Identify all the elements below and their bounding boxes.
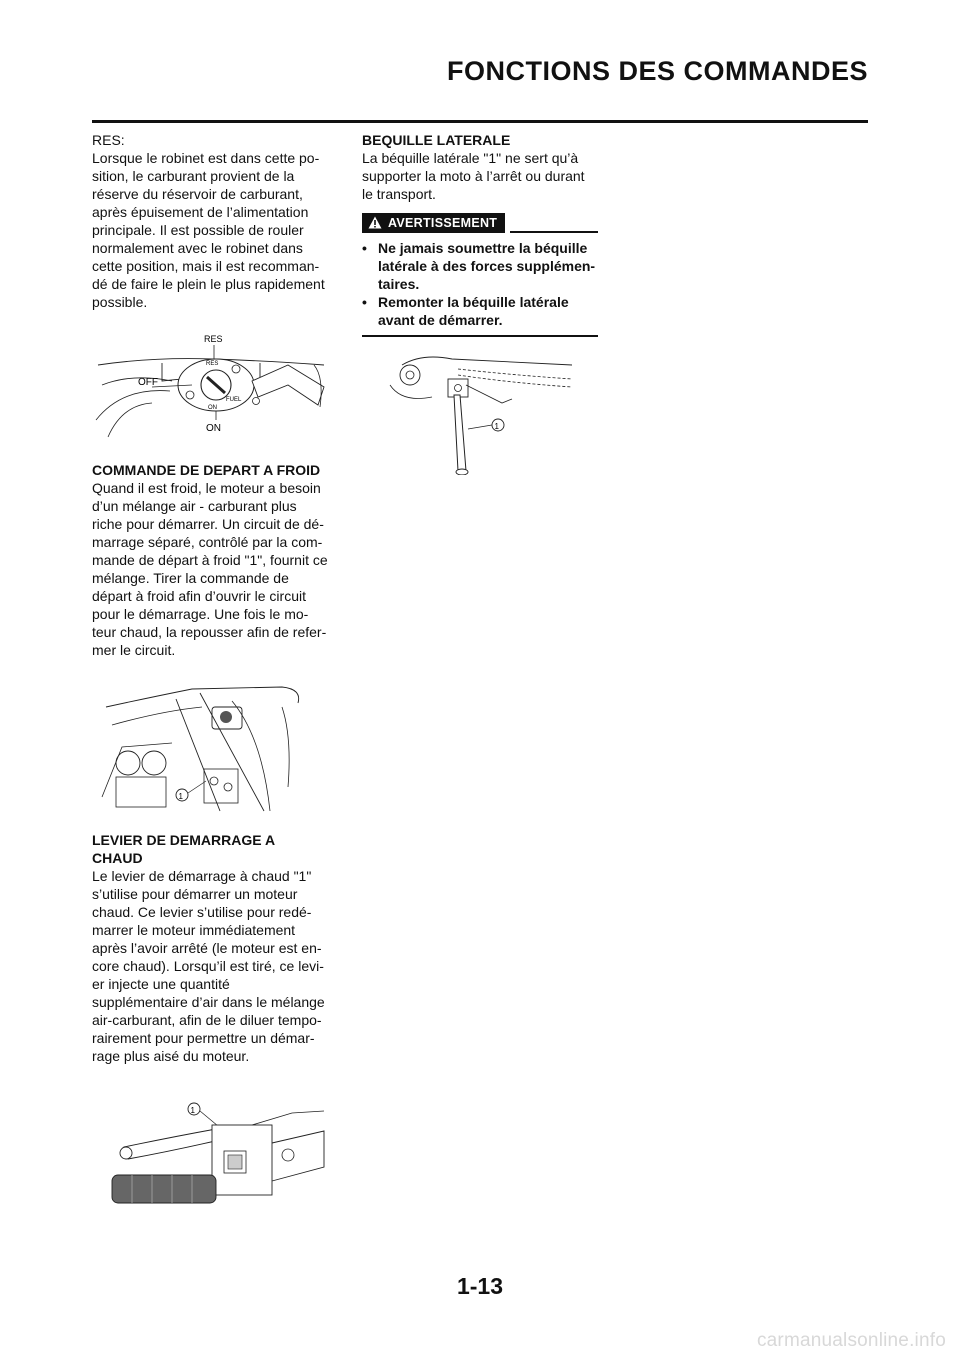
hot-start-lever-illustration — [92, 1095, 332, 1205]
hot-start-paragraph: Le levier de démarrage à chaud "1" s’utilise pour démarrer un moteur chaud. Ce levier s’utilise pour redé- marrer le moteur immédiatement après l’avoir arrêté (le moteur est en- core chaud). Lorsqu’il est tiré, ce levi- er injecte une quantité supplémentaire d’air dans le mélange air-carburant, afin de le diluer tempo- rairement pour permettre un démar- rage plus aisé du moteur. — [92, 868, 325, 1064]
warning-bottom-rule — [362, 335, 598, 337]
warning-header-rule — [510, 231, 598, 233]
fig-res-small: RES — [206, 361, 219, 367]
watermark-text: carmanualsonline.info — [756, 1330, 946, 1351]
hot-fig-callout: 1 — [190, 1106, 195, 1115]
warning-header — [362, 213, 602, 233]
warning-label: AVERTISSEMENT — [388, 216, 498, 230]
side-stand-heading: BEQUILLE LATERALE — [362, 132, 511, 148]
fig-on-label: ON — [206, 423, 221, 434]
warning-triangle-icon — [368, 216, 382, 229]
cold-fig-callout: 1 — [178, 792, 183, 801]
page-title: FONCTIONS DES COMMANDES — [446, 56, 868, 86]
fig-on-small: ON — [208, 405, 217, 411]
warning-item: • Ne jamais soumettre la béquille latérale à des forces supplémen- taires. — [362, 239, 602, 293]
page-number: 1-13 — [456, 1273, 504, 1299]
res-label: RES: — [92, 132, 125, 148]
fig-off-label: OFF — [138, 377, 158, 388]
warning-badge — [362, 213, 505, 233]
side-stand-illustration — [362, 345, 602, 475]
left-column — [92, 131, 332, 1205]
fuel-cock-illustration — [92, 325, 332, 451]
side-stand-paragraph: La béquille latérale "1" ne sert qu’à supporter la moto à l’arrêt ou durant le transport. — [362, 150, 585, 202]
fig-res-label: RES — [204, 334, 223, 344]
warning-list — [362, 239, 602, 329]
cold-start-knob-illustration — [92, 677, 332, 817]
hot-start-heading: LEVIER DE DEMARRAGE A CHAUD — [92, 832, 276, 866]
stand-fig-callout: 1 — [494, 422, 499, 431]
cold-start-paragraph: Quand il est froid, le moteur a besoin d’un mélange air - carburant plus riche pour démarrer. Un circuit de dé- marrage séparé, contrôlé par la com- mande de départ à froid "1", fournit ce mélange. Tirer la commande de départ à froid afin d’ouvrir le circuit pour le démarrage. Une fois le mo- teur chaud, la repousser afin de refer- mer le circuit. — [92, 480, 328, 658]
cold-start-heading: COMMANDE DE DEPART A FROID — [92, 462, 321, 478]
right-column — [362, 131, 602, 475]
res-paragraph: Lorsque le robinet est dans cette po- sition, le carburant provient de la réserve du réservoir de carburant, après épuisement de l’alimentation principale. Il est possible de rouler normalement avec le robinet dans cette position, mais il est recomman- dé de faire le plein le plus rapidement possible. — [92, 150, 325, 310]
fig-fuel-label: FUEL — [226, 397, 242, 403]
warning-item: • Remonter la béquille latérale avant de démarrer. — [362, 293, 602, 329]
title-rule — [92, 120, 868, 123]
